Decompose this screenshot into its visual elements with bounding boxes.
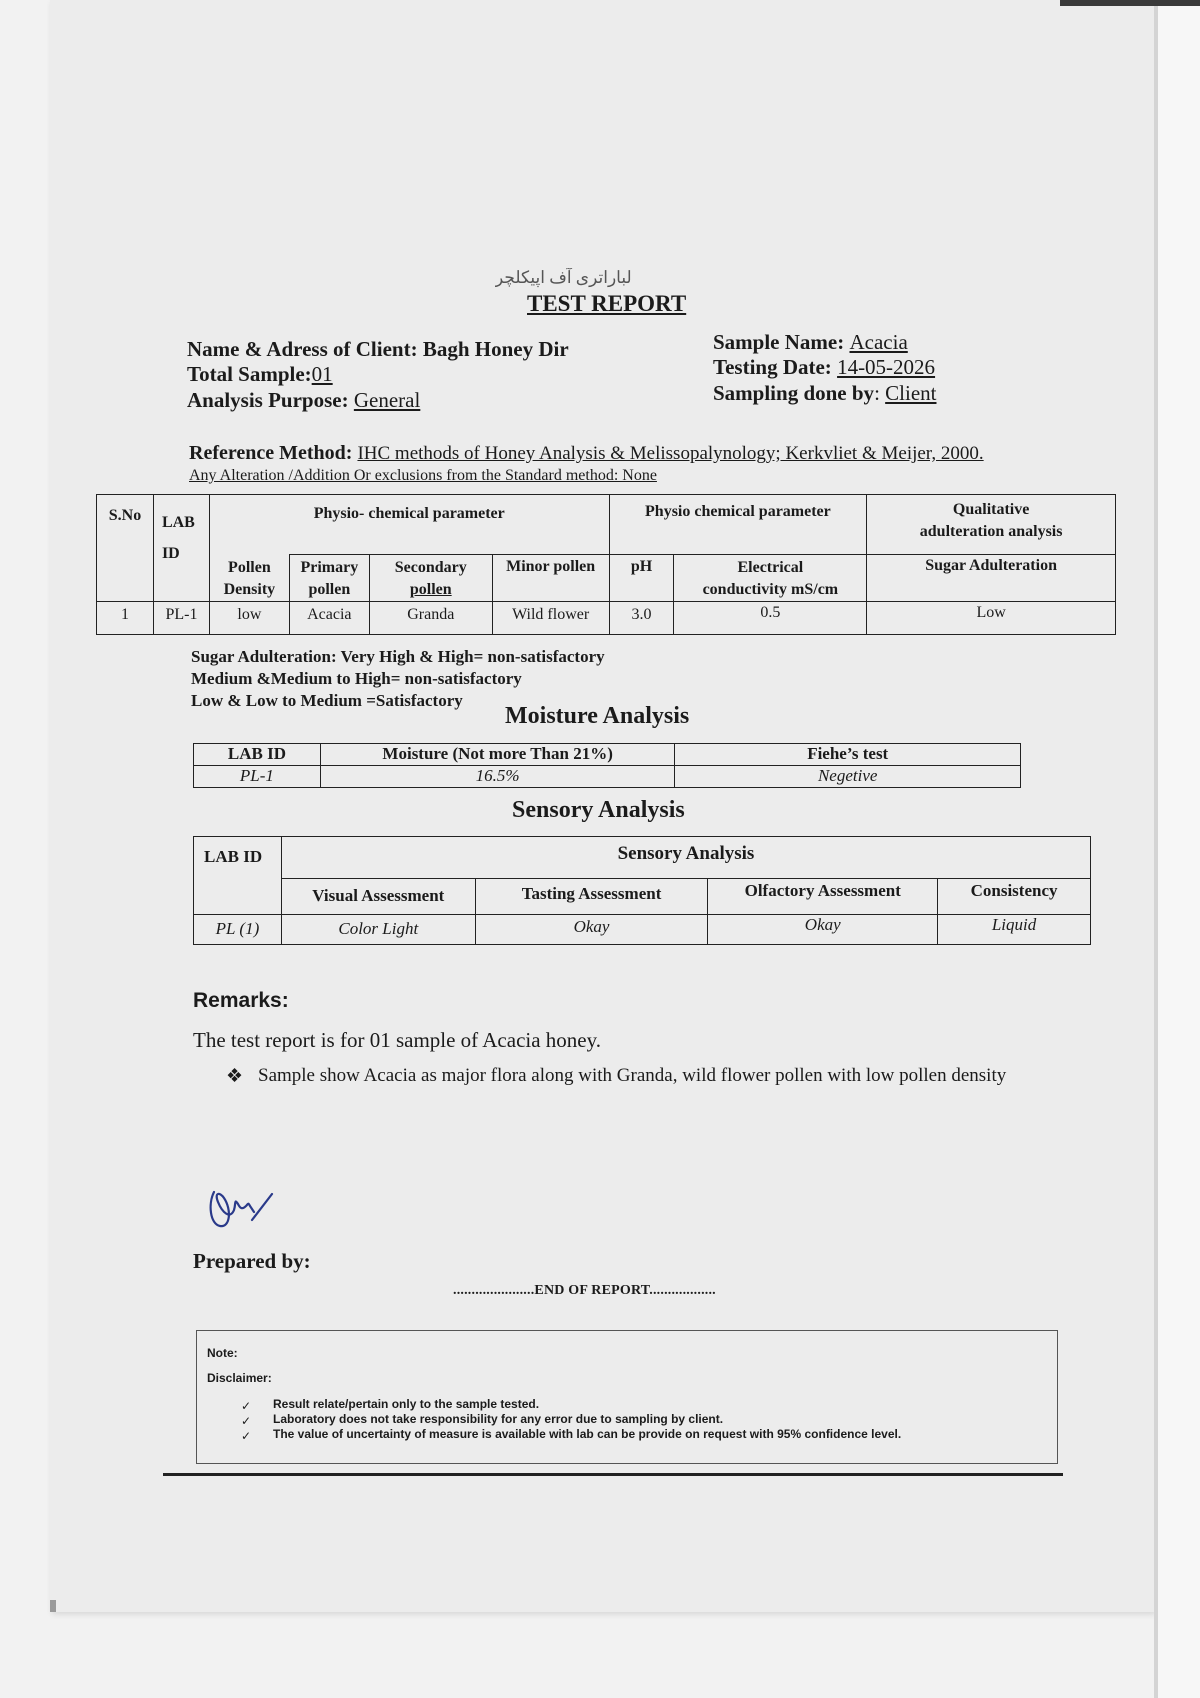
ec-header — [674, 555, 867, 602]
primary-pollen-header — [289, 555, 369, 602]
ph-header: pH — [609, 555, 674, 602]
primary-pollen-cell: Acacia — [289, 602, 369, 635]
sampling-done-by — [713, 381, 937, 406]
pollen-density-cell: low — [209, 602, 289, 635]
secondary-pollen-cell: Granda — [369, 602, 492, 635]
page-corner-mark — [50, 1600, 56, 1612]
lab-id-cell: PL-1 — [153, 602, 209, 635]
sampling-by-label: Sampling done by — [713, 381, 875, 405]
sugar-note: Sugar Adulteration: Very High & High= non-satisfactory — [191, 647, 605, 666]
pollen-density-header — [209, 555, 289, 602]
qualitative-header — [867, 495, 1116, 555]
ec-header-line2: conductivity mS/cm — [702, 581, 839, 598]
physio-chemical-header-2: Physio chemical parameter — [609, 495, 867, 555]
table-row — [194, 766, 1021, 788]
client-name: Name & Adress of Client: Bagh Honey Dir — [187, 337, 569, 361]
testing-date — [713, 355, 935, 380]
diamond-bullet-icon: ❖ — [226, 1066, 244, 1087]
primary-pollen-line2: pollen — [308, 581, 351, 598]
total-sample-value: 01 — [311, 362, 333, 386]
sno-header: S.No — [97, 495, 154, 602]
prepared-by: Prepared by: — [193, 1249, 311, 1273]
visual-assessment-header: Visual Assessment — [281, 879, 475, 915]
secondary-pollen-header — [369, 555, 492, 602]
sampling-by-value: Client — [885, 381, 937, 405]
primary-pollen-line1: Primary — [300, 559, 359, 576]
fiehe-test-value: Negetive — [675, 766, 1021, 788]
total-sample — [187, 362, 333, 387]
analysis-purpose-value: General — [353, 388, 421, 412]
sugar-adulteration-cell: Low — [867, 602, 1116, 635]
reference-value: IHC methods of Honey Analysis & Melissopalynology; Kerkvliet & Meijer, 2000. — [357, 443, 984, 464]
olfactory-assessment-header: Olfactory Assessment — [708, 879, 938, 915]
qualitative-header-line2: adulteration analysis — [919, 523, 1063, 540]
remarks-bullet-text: Sample show Acacia as major flora along with Granda, wild flower pollen with low pollen density — [258, 1065, 1007, 1086]
minor-pollen-cell: Wild flower — [492, 602, 609, 635]
alteration-note: Any Alteration /Addition Or exclusions from the Standard method: None — [189, 467, 657, 484]
sample-name — [713, 330, 908, 355]
physio-chemical-header-1: Physio- chemical parameter — [209, 495, 609, 555]
minor-pollen-header: Minor pollen — [492, 555, 609, 602]
bottom-rule — [163, 1473, 1063, 1476]
signature-mark — [200, 1180, 290, 1245]
ec-cell: 0.5 — [674, 602, 867, 635]
qualitative-header-line1: Qualitative — [952, 501, 1030, 518]
ph-cell: 3.0 — [609, 602, 674, 635]
sample-name-value: Acacia — [849, 330, 908, 354]
pollen-density-line2: Density — [223, 580, 276, 598]
top-edge-bar — [1060, 0, 1200, 6]
sensory-lab-id: PL (1) — [194, 915, 282, 945]
lab-id-header-line2: ID — [161, 545, 180, 562]
analysis-purpose-label: Analysis Purpose: — [187, 388, 354, 412]
secondary-pollen-line1: Secondary — [394, 559, 467, 576]
ec-header-line1: Electrical — [737, 559, 804, 576]
tasting-assessment-value: Okay — [475, 915, 708, 945]
moisture-table — [193, 743, 1021, 788]
table-row — [194, 915, 1091, 945]
table-row — [97, 602, 1116, 635]
sugar-adulteration-header: Sugar Adulteration — [867, 555, 1116, 602]
moisture-header: Moisture (Not more Than 21%) — [320, 744, 675, 766]
tasting-assessment-header: Tasting Assessment — [475, 879, 708, 915]
disclaimer-box — [196, 1330, 1058, 1464]
sensory-group-header: Sensory Analysis — [281, 837, 1090, 879]
check-icon: ✓ — [241, 1399, 252, 1413]
moisture-value: 16.5% — [320, 766, 675, 788]
secondary-pollen-line2: pollen — [409, 581, 452, 598]
disclaimer-label: Disclaimer: — [207, 1371, 272, 1385]
reference-method — [189, 442, 984, 465]
sugar-note: Medium &Medium to High= non-satisfactory — [191, 669, 522, 688]
note-label: Note: — [207, 1346, 238, 1360]
sampling-by-colon: : — [874, 381, 886, 405]
disclaimer-item: The value of uncertainty of measure is available with lab can be provide on request with 95% confidence level. — [273, 1427, 902, 1441]
sno-cell: 1 — [97, 602, 154, 635]
end-of-report: ......................END OF REPORT.................. — [453, 1283, 716, 1298]
moisture-lab-id: PL-1 — [194, 766, 321, 788]
page-edge-shadow — [1154, 0, 1158, 1698]
sensory-lab-id-header: LAB ID — [194, 837, 282, 915]
check-icon: ✓ — [241, 1429, 252, 1443]
olfactory-assessment-value: Okay — [708, 915, 938, 945]
lab-logo-text: ﻟﺒﺎﺭﺍﺗﺮی ﺁﻑ ﺍﭘﯿﮑﻠﭽﺮ — [495, 268, 632, 287]
sensory-heading: Sensory Analysis — [512, 797, 685, 823]
disclaimer-item: Result relate/pertain only to the sample tested. — [273, 1397, 540, 1411]
visual-assessment-value: Color Light — [281, 915, 475, 945]
consistency-header: Consistency — [938, 879, 1091, 915]
sensory-table — [193, 836, 1091, 945]
lab-id-header-line1: LAB — [161, 514, 195, 531]
testing-date-label: Testing Date: — [713, 355, 838, 379]
sugar-note: Low & Low to Medium =Satisfactory — [191, 691, 463, 710]
reference-label: Reference Method: — [189, 442, 358, 464]
moisture-heading: Moisture Analysis — [505, 703, 690, 729]
sample-name-label: Sample Name: — [713, 330, 850, 354]
disclaimer-item: Laboratory does not take responsibility for any error due to sampling by client. — [273, 1412, 724, 1426]
moisture-lab-id-header: LAB ID — [194, 744, 321, 766]
fiehe-test-header: Fiehe’s test — [675, 744, 1021, 766]
remarks-text: The test report is for 01 sample of Acacia honey. — [193, 1028, 602, 1052]
total-sample-label: Total Sample: — [187, 362, 312, 386]
remarks-heading: Remarks: — [193, 989, 289, 1012]
background-strip — [1154, 0, 1200, 1698]
analysis-purpose — [187, 388, 420, 413]
lab-id-header — [153, 495, 209, 602]
report-title: TEST REPORT — [527, 291, 687, 316]
consistency-value: Liquid — [938, 915, 1091, 945]
testing-date-value: 14-05-2026 — [837, 355, 936, 379]
pollen-density-line1: Pollen — [228, 558, 271, 576]
physio-chemical-table — [96, 494, 1116, 635]
check-icon: ✓ — [241, 1414, 252, 1428]
